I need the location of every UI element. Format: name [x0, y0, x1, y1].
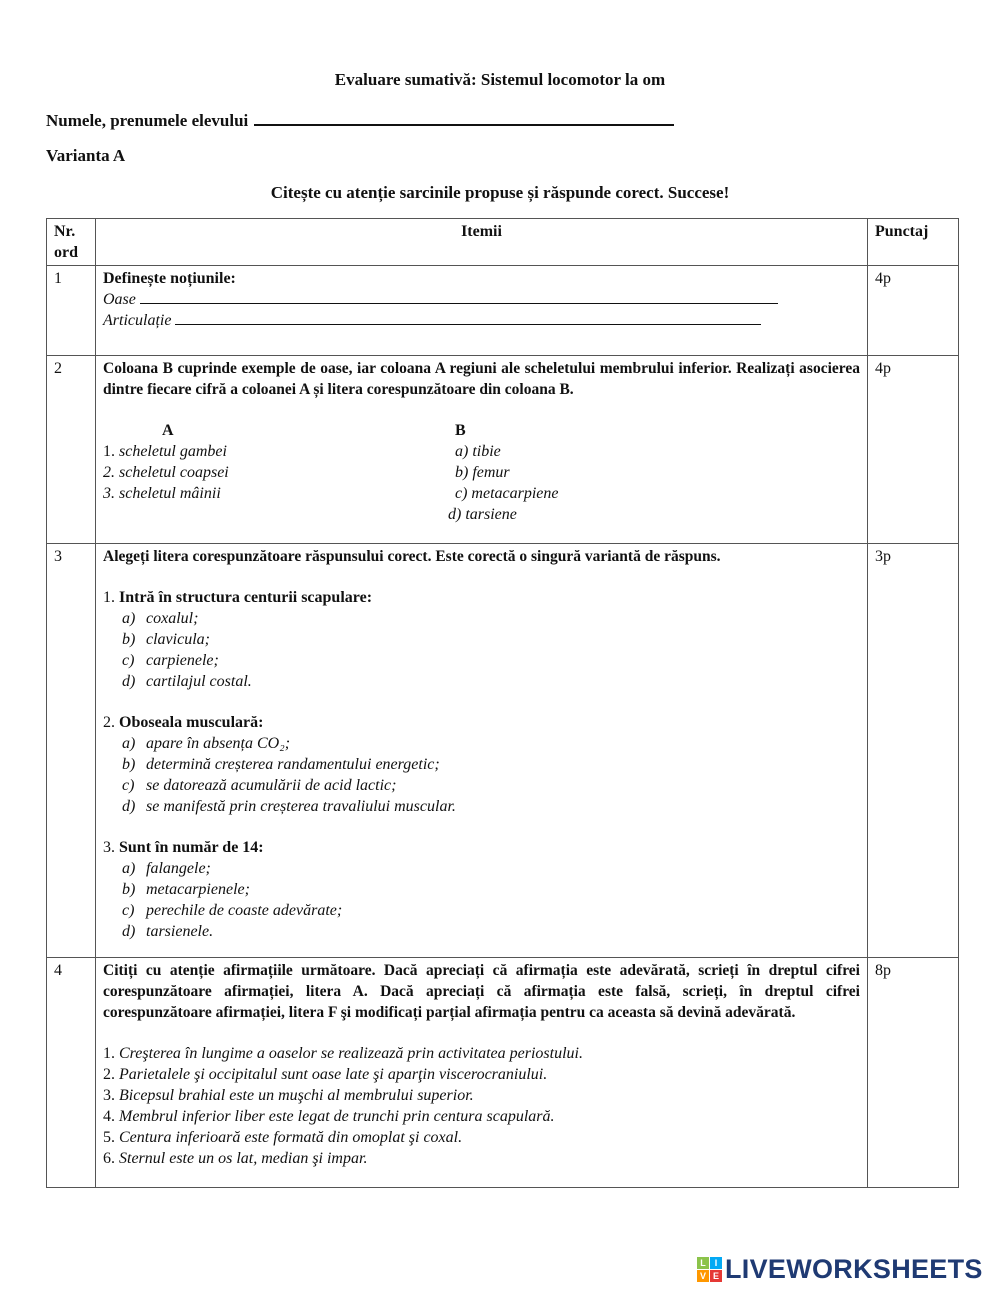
- item-cell: [96, 266, 868, 356]
- column-b-item: d) tarsiene: [448, 506, 517, 523]
- item-cell: [96, 958, 868, 1188]
- answer-field-articulatie[interactable]: [175, 310, 761, 325]
- item-prompt: Alegeți litera corespunzătoare răspunsului corect. Este corectă o singură variantă de răspuns.: [103, 548, 721, 565]
- answer-option[interactable]: a) coxalul;: [122, 610, 199, 627]
- points: 4p: [868, 356, 959, 544]
- table-row: [47, 958, 959, 1188]
- table-row: [47, 544, 959, 958]
- item-cell: [96, 544, 868, 958]
- column-b-header: B: [455, 422, 466, 439]
- column-a-item: 3. scheletul mâinii: [103, 485, 221, 502]
- answer-option[interactable]: b) clavicula;: [122, 631, 210, 648]
- item-prompt: Definește noțiunile:: [103, 270, 236, 287]
- answer-option[interactable]: d) se manifestă prin creșterea travaliului muscular.: [122, 798, 456, 815]
- instructions: Citește cu atenție sarcinile propuse și răspunde corect. Succese!: [270, 183, 730, 202]
- answer-field-oase[interactable]: [140, 289, 778, 304]
- page-title: Evaluare sumativă: Sistemul locomotor la om: [334, 70, 666, 89]
- answer-option[interactable]: b) determină creșterea randamentului energetic;: [122, 756, 440, 773]
- statement: 3. Bicepsul brahial este un muşchi al membrului superior.: [103, 1087, 474, 1104]
- column-b-item: c) metacarpiene: [455, 485, 559, 502]
- answer-option[interactable]: c) perechile de coaste adevărate;: [122, 902, 343, 919]
- answer-option[interactable]: d) tarsienele.: [122, 923, 214, 940]
- logo-cube-letter: E: [710, 1270, 722, 1282]
- term-label: Articulație: [103, 312, 172, 329]
- item-cell: [96, 356, 868, 544]
- answer-option[interactable]: c) carpienele;: [122, 652, 219, 669]
- statement: 5. Centura inferioară este formată din omoplat şi coxal.: [103, 1129, 463, 1146]
- column-a-item: 1. scheletul gambei: [103, 443, 227, 460]
- answer-option[interactable]: c) se datorează acumulării de acid lactic;: [122, 777, 397, 794]
- items-table: [46, 218, 959, 1188]
- statement: 4. Membrul inferior liber este legat de trunchi prin centura scapulară.: [103, 1108, 555, 1125]
- answer-option[interactable]: a) falangele;: [122, 860, 211, 877]
- student-name-label: Numele, prenumele elevului: [46, 111, 249, 130]
- answer-option[interactable]: b) metacarpienele;: [122, 881, 250, 898]
- answer-option[interactable]: d) cartilajul costal.: [122, 673, 252, 690]
- answer-option[interactable]: a) apare în absența CO₂;: [122, 735, 291, 752]
- liveworksheets-logo: [697, 1254, 983, 1285]
- question: 1. Intră în structura centurii scapulare:: [103, 589, 373, 606]
- column-b-item: b) femur: [455, 464, 510, 481]
- table-header-row: [47, 219, 959, 266]
- points: 8p: [868, 958, 959, 1188]
- logo-cube-letter: L: [697, 1257, 709, 1269]
- header-points: Punctaj: [868, 219, 959, 266]
- question: 2. Oboseala musculară:: [103, 714, 264, 731]
- question: 3. Sunt în număr de 14:: [103, 839, 264, 856]
- variant-label: Varianta A: [46, 146, 126, 165]
- logo-cube-letter: V: [697, 1270, 709, 1282]
- row-number: 2: [47, 356, 96, 544]
- logo-text: LIVEWORKSHEETS: [725, 1254, 983, 1284]
- column-b-item: a) tibie: [455, 443, 501, 460]
- logo-cube-letter: I: [710, 1257, 722, 1269]
- student-name-field[interactable]: [254, 110, 674, 126]
- student-name-row: [46, 110, 674, 131]
- column-a-header: A: [162, 422, 174, 439]
- row-number: 3: [47, 544, 96, 958]
- statement: 2. Parietalele şi occipitalul sunt oase late şi aparţin viscerocraniului.: [103, 1066, 548, 1083]
- item-prompt: Citiți cu atenție afirmațiile următoare. Dacă apreciați că afirmația este adevărată, scrieți în dreptul cifrei corespunzătoare afirmației, litera A. Dacă apreciați că afirmația este falsă, scrieți, în dreptul cifrei corespunzătoare afirmației, litera F şi modificați parțial afirmația pentru ca aceasta să devină adevărată.: [103, 962, 860, 1021]
- column-a-item: 2. scheletul coapsei: [103, 464, 229, 481]
- item-prompt: Coloana B cuprinde exemple de oase, iar coloana A regiuni ale scheletului membrului inferior. Realizați asocierea dintre fiecare cifră a coloanei A și litera corespunzătoare din coloana B.: [103, 360, 860, 398]
- row-number: 1: [47, 266, 96, 356]
- statement: 6. Sternul este un os lat, median şi impar.: [103, 1150, 368, 1167]
- term-label: Oase: [103, 291, 136, 308]
- table-row: [47, 266, 959, 356]
- header-nr: Nr. ord: [47, 219, 96, 266]
- row-number: 4: [47, 958, 96, 1188]
- table-row: [47, 356, 959, 544]
- points: 3p: [868, 544, 959, 958]
- header-items: Itemii: [96, 219, 868, 266]
- statement: 1. Creşterea în lungime a oaselor se realizează prin activitatea periostului.: [103, 1045, 583, 1062]
- logo-cube-icon: [697, 1257, 722, 1282]
- points: 4p: [868, 266, 959, 356]
